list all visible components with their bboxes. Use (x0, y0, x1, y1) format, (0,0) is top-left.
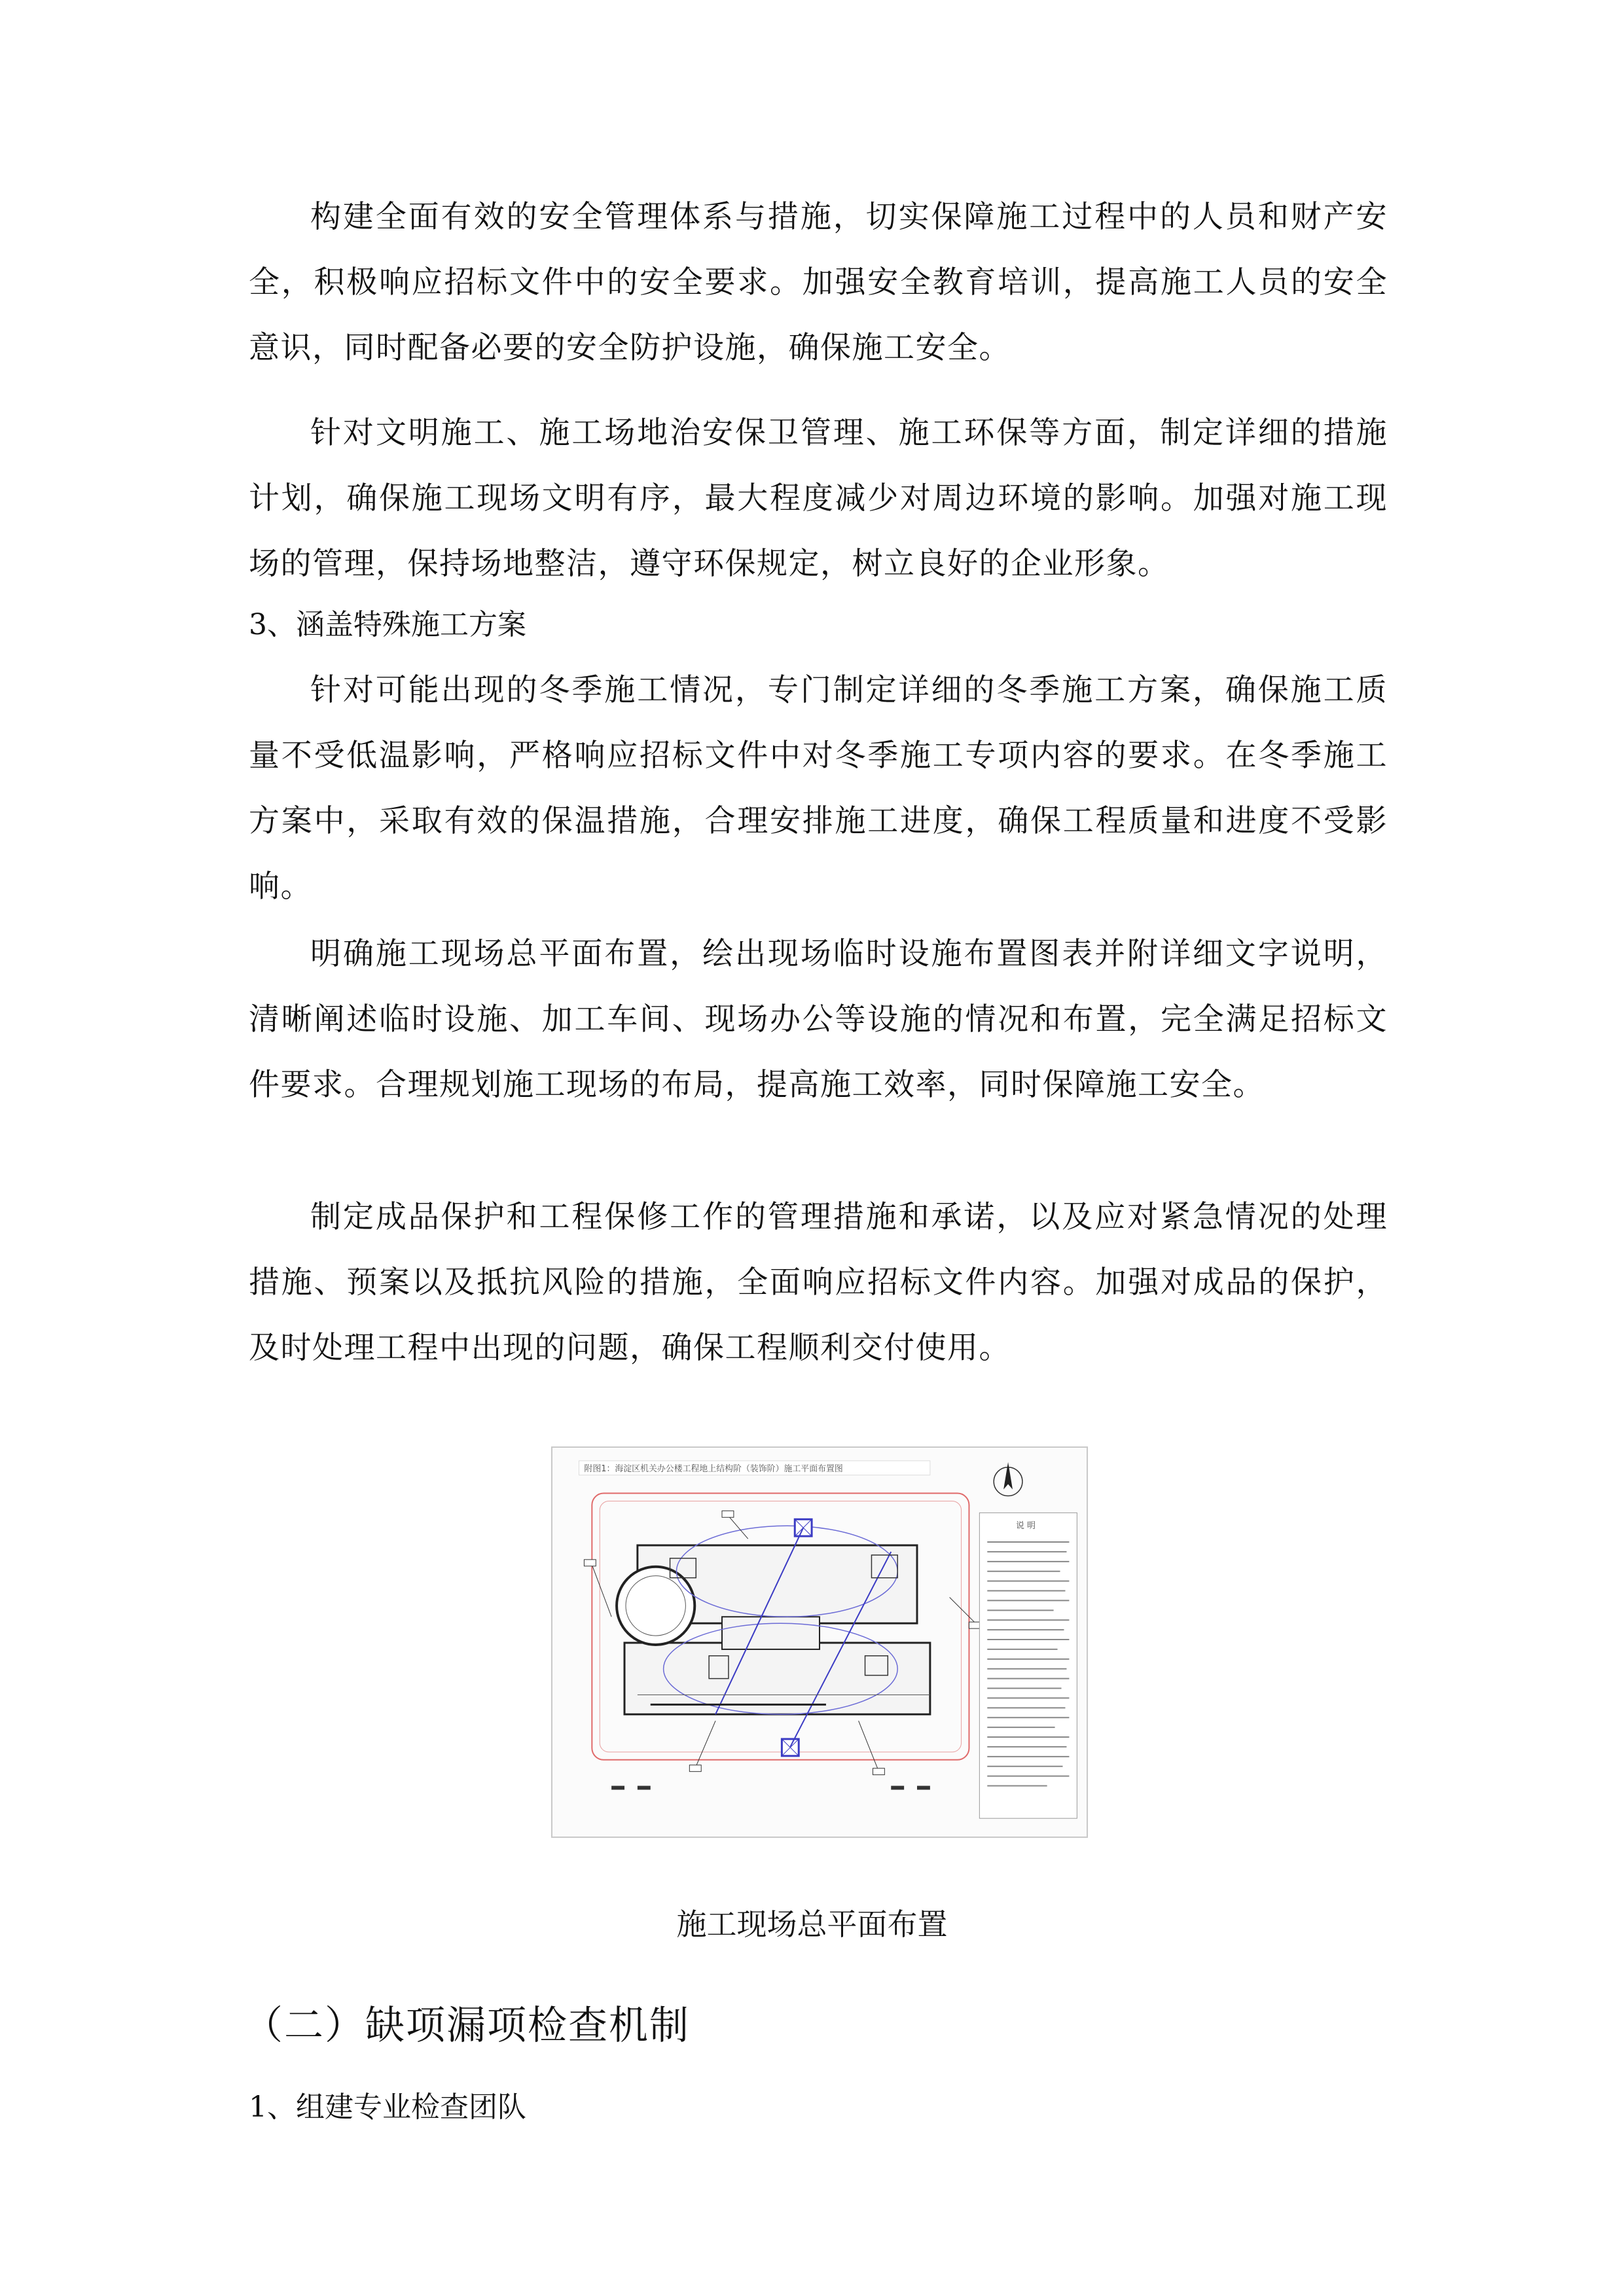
north-arrow-icon (994, 1462, 1022, 1496)
building-connector (722, 1617, 820, 1649)
paragraph-product-protection: 制定成品保护和工程保修工作的管理措施和承诺，以及应对紧急情况的处理措施、预案以及抵抗风险的措施，全面响应招标文件内容。加强对成品的保护，及时处理工程中出现的问题，确保工程顺利交付使用。 (249, 1199, 1388, 1366)
site-gates (611, 1786, 930, 1790)
heading-special-construction-plan: 3、涵盖特殊施工方案 (249, 608, 526, 641)
legend-title: 说 明 (1015, 1521, 1036, 1532)
site-plan-drawing (552, 1448, 1087, 1837)
figure-caption: 施工现场总平面布置 (676, 1907, 948, 1942)
paragraph-safety-management: 构建全面有效的安全管理体系与措施，切实保障施工过程中的人员和财产安全，积极响应招标文件中的安全要求。加强安全教育培训，提高施工人员的安全意识，同时配备必要的安全防护设施，确保施工安全。 (249, 199, 1388, 366)
paragraph-winter-construction: 针对可能出现的冬季施工情况，专门制定详细的冬季施工方案，确保施工质量不受低温影响，严格响应招标文件中对冬季施工专项内容的要求。在冬季施工方案中，采取有效的保温措施，合理安排施工进度，确保工程质量和进度不受影响。 (249, 672, 1388, 905)
round-structure (617, 1567, 695, 1645)
figure-title: 附图1：海淀区机关办公楼工程地上结构阶（装饰阶）施工平面布置图 (584, 1463, 843, 1474)
heading-inspection-team: 1、组建专业检查团队 (249, 2090, 526, 2124)
site-layout-figure (551, 1446, 1088, 1838)
legend-box (979, 1513, 1077, 1818)
paragraph-site-layout: 明确施工现场总平面布置，绘出现场临时设施布置图表并附详细文字说明，清晰阐述临时设施、加工车间、现场办公等设施的情况和布置，完全满足招标文件要求。合理规划施工现场的布局，提高施工效率，同时保障施工安全。 (249, 936, 1388, 1103)
heading-missing-items-check: （二）缺项漏项检查机制 (244, 2003, 690, 2049)
paragraph-civilized-construction: 针对文明施工、施工场地治安保卫管理、施工环保等方面，制定详细的措施计划，确保施工现场文明有序，最大程度减少对周边环境的影响。加强对施工现场的管理，保持场地整洁，遵守环保规定，树立良好的企业形象。 (249, 415, 1388, 582)
